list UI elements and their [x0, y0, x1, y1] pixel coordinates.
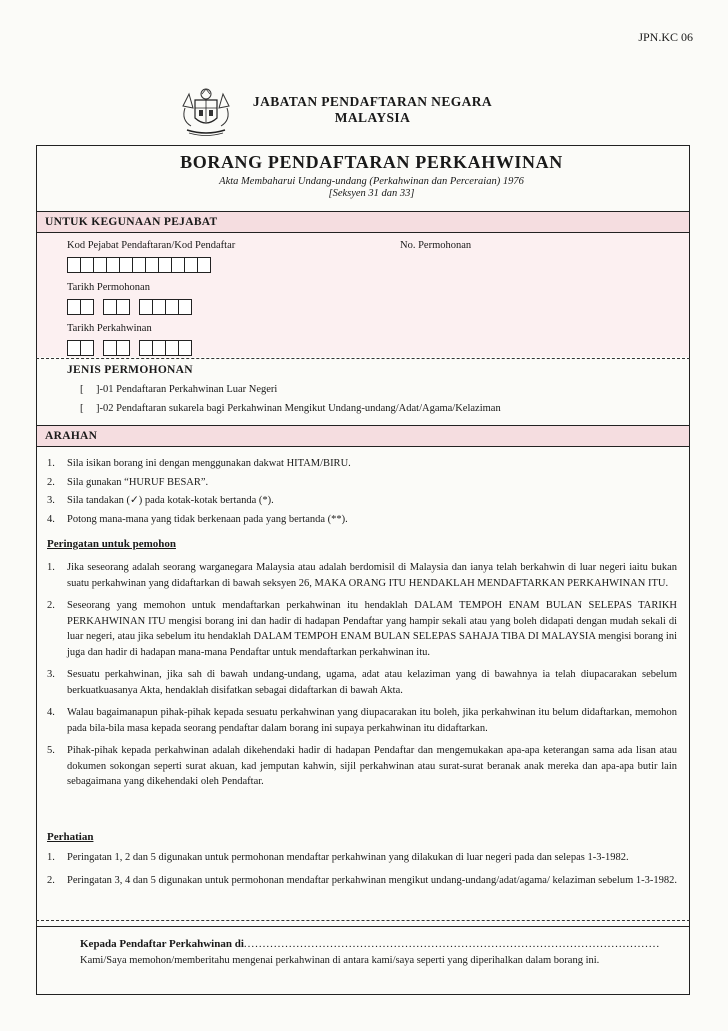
- list-item: 3. Sesuatu perkahwinan, jika sah di bawah undang-undang, ugama, adat atau kelaziman yang di bawahnya ia telah diupacarakan sebelum berkuatkuasanya Akta, hendaklah disifatkan sebagai didaftarkan di bawah Akta.: [47, 669, 677, 696]
- registrar-location-field[interactable]: ...............................................................................................................: [243, 938, 661, 950]
- application-date-label: Tarikh Permohonan: [67, 282, 150, 293]
- form-title: BORANG PENDAFTARAN PERKAHWINAN: [180, 152, 563, 172]
- list-item: 1. Jika seseorang adalah seorang warganegara Malaysia atau adalah berdomisil di Malaysia dan ianya telah berkahwin di luar negeri iaitu bukan suatu perkahwinan yang didaftarkan di bawah seksyen 26, MAKA ORANG ITU HENDAKLAH MENDAFTARKAN PERKAHWINAN ITU.: [47, 562, 677, 589]
- office-use-heading: UNTUK KEGUNAAN PEJABAT: [37, 211, 689, 233]
- act-reference: Akta Membaharui Undang-undang (Perkahwinan dan Perceraian) 1976: [219, 176, 524, 187]
- section-reference: [Seksyen 31 dan 33]: [328, 188, 415, 199]
- agency-name: [245, 94, 500, 126]
- office-use-area: [37, 233, 689, 357]
- application-type-text: -01 Pendaftaran Perkahwinan Luar Negeri: [99, 384, 278, 395]
- application-type-heading: JENIS PERMOHONAN: [67, 364, 193, 376]
- agency-line-1: JABATAN PENDAFTARAN NEGARA: [252, 94, 493, 109]
- list-item: 2. Seseorang yang memohon untuk mendaftarkan perkahwinan itu hendaklah DALAM TEMPOH ENAM BULAN SELEPAS TARIKH PERKAHWINAN ITU mengisi borang ini dan hadir di hadapan Pendaftar yang hampir sekali atau yang boleh didapati dengan mudah sekali di luar negeri, atau jika sebelum itu hendaklah DALAM TEMPOH ENAM BULAN SELEPAS SAHAJA TIBA DI MALAYSIA mengisi borang ini juga dan hadir di hadapan mana-mana Pendaftar untuk mendaftarkan perkahwinan itu.: [47, 600, 677, 658]
- agency-line-2: MALAYSIA: [334, 110, 411, 125]
- instructions-list: [47, 456, 677, 527]
- agency-header: [0, 86, 728, 142]
- list-item: 4. Walau bagaimanapun pihak-pihak kepada sesuatu perkahwinan yang diupacarakan itu boleh, jika perkahwinan itu belum didaftarkan, memohon pada bila-bila masa kepada seorang pendaftar dalam borang ini supaya perkahwinan itu didaftarkan.: [47, 707, 677, 734]
- checkbox-close: ]: [96, 384, 100, 395]
- application-date-boxes[interactable]: [67, 299, 191, 315]
- application-no-label: No. Permohonan: [400, 240, 472, 251]
- request-statement: Kami/Saya memohon/memberitahu mengenai perkahwinan di antara kami/saya seperti yang diperihalkan dalam borang ini.: [80, 955, 600, 966]
- coat-of-arms-icon: [175, 86, 237, 138]
- checkbox-open: [: [80, 403, 84, 414]
- registrar-addressee: [80, 938, 680, 950]
- addressee-label: Kepada Pendaftar Perkahwinan di: [80, 938, 244, 950]
- list-item: 2. Sila gunakan “HURUF BESAR”.: [47, 476, 209, 488]
- marriage-date-boxes[interactable]: [67, 340, 191, 356]
- checkbox-close: ]: [96, 403, 100, 414]
- warnings-heading: Peringatan untuk pemohon: [47, 538, 176, 550]
- notes-list: [47, 850, 677, 888]
- marriage-date-label: Tarikh Perkahwinan: [67, 323, 152, 334]
- warnings-list: [47, 560, 677, 790]
- divider: [36, 358, 690, 359]
- office-code-boxes[interactable]: [67, 257, 210, 273]
- list-item: 5. Pihak-pihak kepada perkahwinan adalah dikehendaki hadir di hadapan Pendaftar dan mengemukakan apa-apa keterangan sama ada lisan atau dokumen sokongan seperti surat akuan, kad jemputan kahwin, sijil perkahwinan atau surat-surat beranak anak mereka dan apa-apa butir lain sebagaimana yang dikehendaki oleh Pendaftar.: [47, 745, 677, 787]
- application-type-option[interactable]: [80, 384, 277, 395]
- list-item: 3. Sila tandakan (✓) pada kotak-kotak bertanda (*).: [47, 495, 274, 506]
- form-title-block: [0, 152, 728, 199]
- notes-heading: Perhatian: [47, 831, 94, 843]
- divider: [36, 920, 690, 921]
- office-code-label: Kod Pejabat Pendaftaran/Kod Pendaftar: [67, 240, 236, 251]
- list-item: 2. Peringatan 3, 4 dan 5 digunakan untuk permohonan mendaftar perkahwinan mengikut undang-undang/adat/agama/ kelaziman sebelum 1-3-1982.: [47, 874, 677, 886]
- application-type-text: -02 Pendaftaran sukarela bagi Perkahwinan Mengikut Undang-undang/Adat/Agama/Kelaziman: [99, 403, 501, 414]
- list-item: 4. Potong mana-mana yang tidak berkenaan pada yang bertanda (**).: [47, 513, 348, 525]
- checkbox-open: [: [80, 384, 84, 395]
- form-code: JPN.KC 06: [638, 30, 693, 44]
- instructions-heading: ARAHAN: [37, 425, 689, 447]
- list-item: 1. Peringatan 1, 2 dan 5 digunakan untuk permohonan mendaftar perkahwinan yang dilakukan di luar negeri pada dan selepas 1-3-1982.: [47, 852, 629, 863]
- list-item: 1. Sila isikan borang ini dengan menggunakan dakwat HITAM/BIRU.: [47, 458, 351, 469]
- application-type-option[interactable]: [80, 403, 501, 414]
